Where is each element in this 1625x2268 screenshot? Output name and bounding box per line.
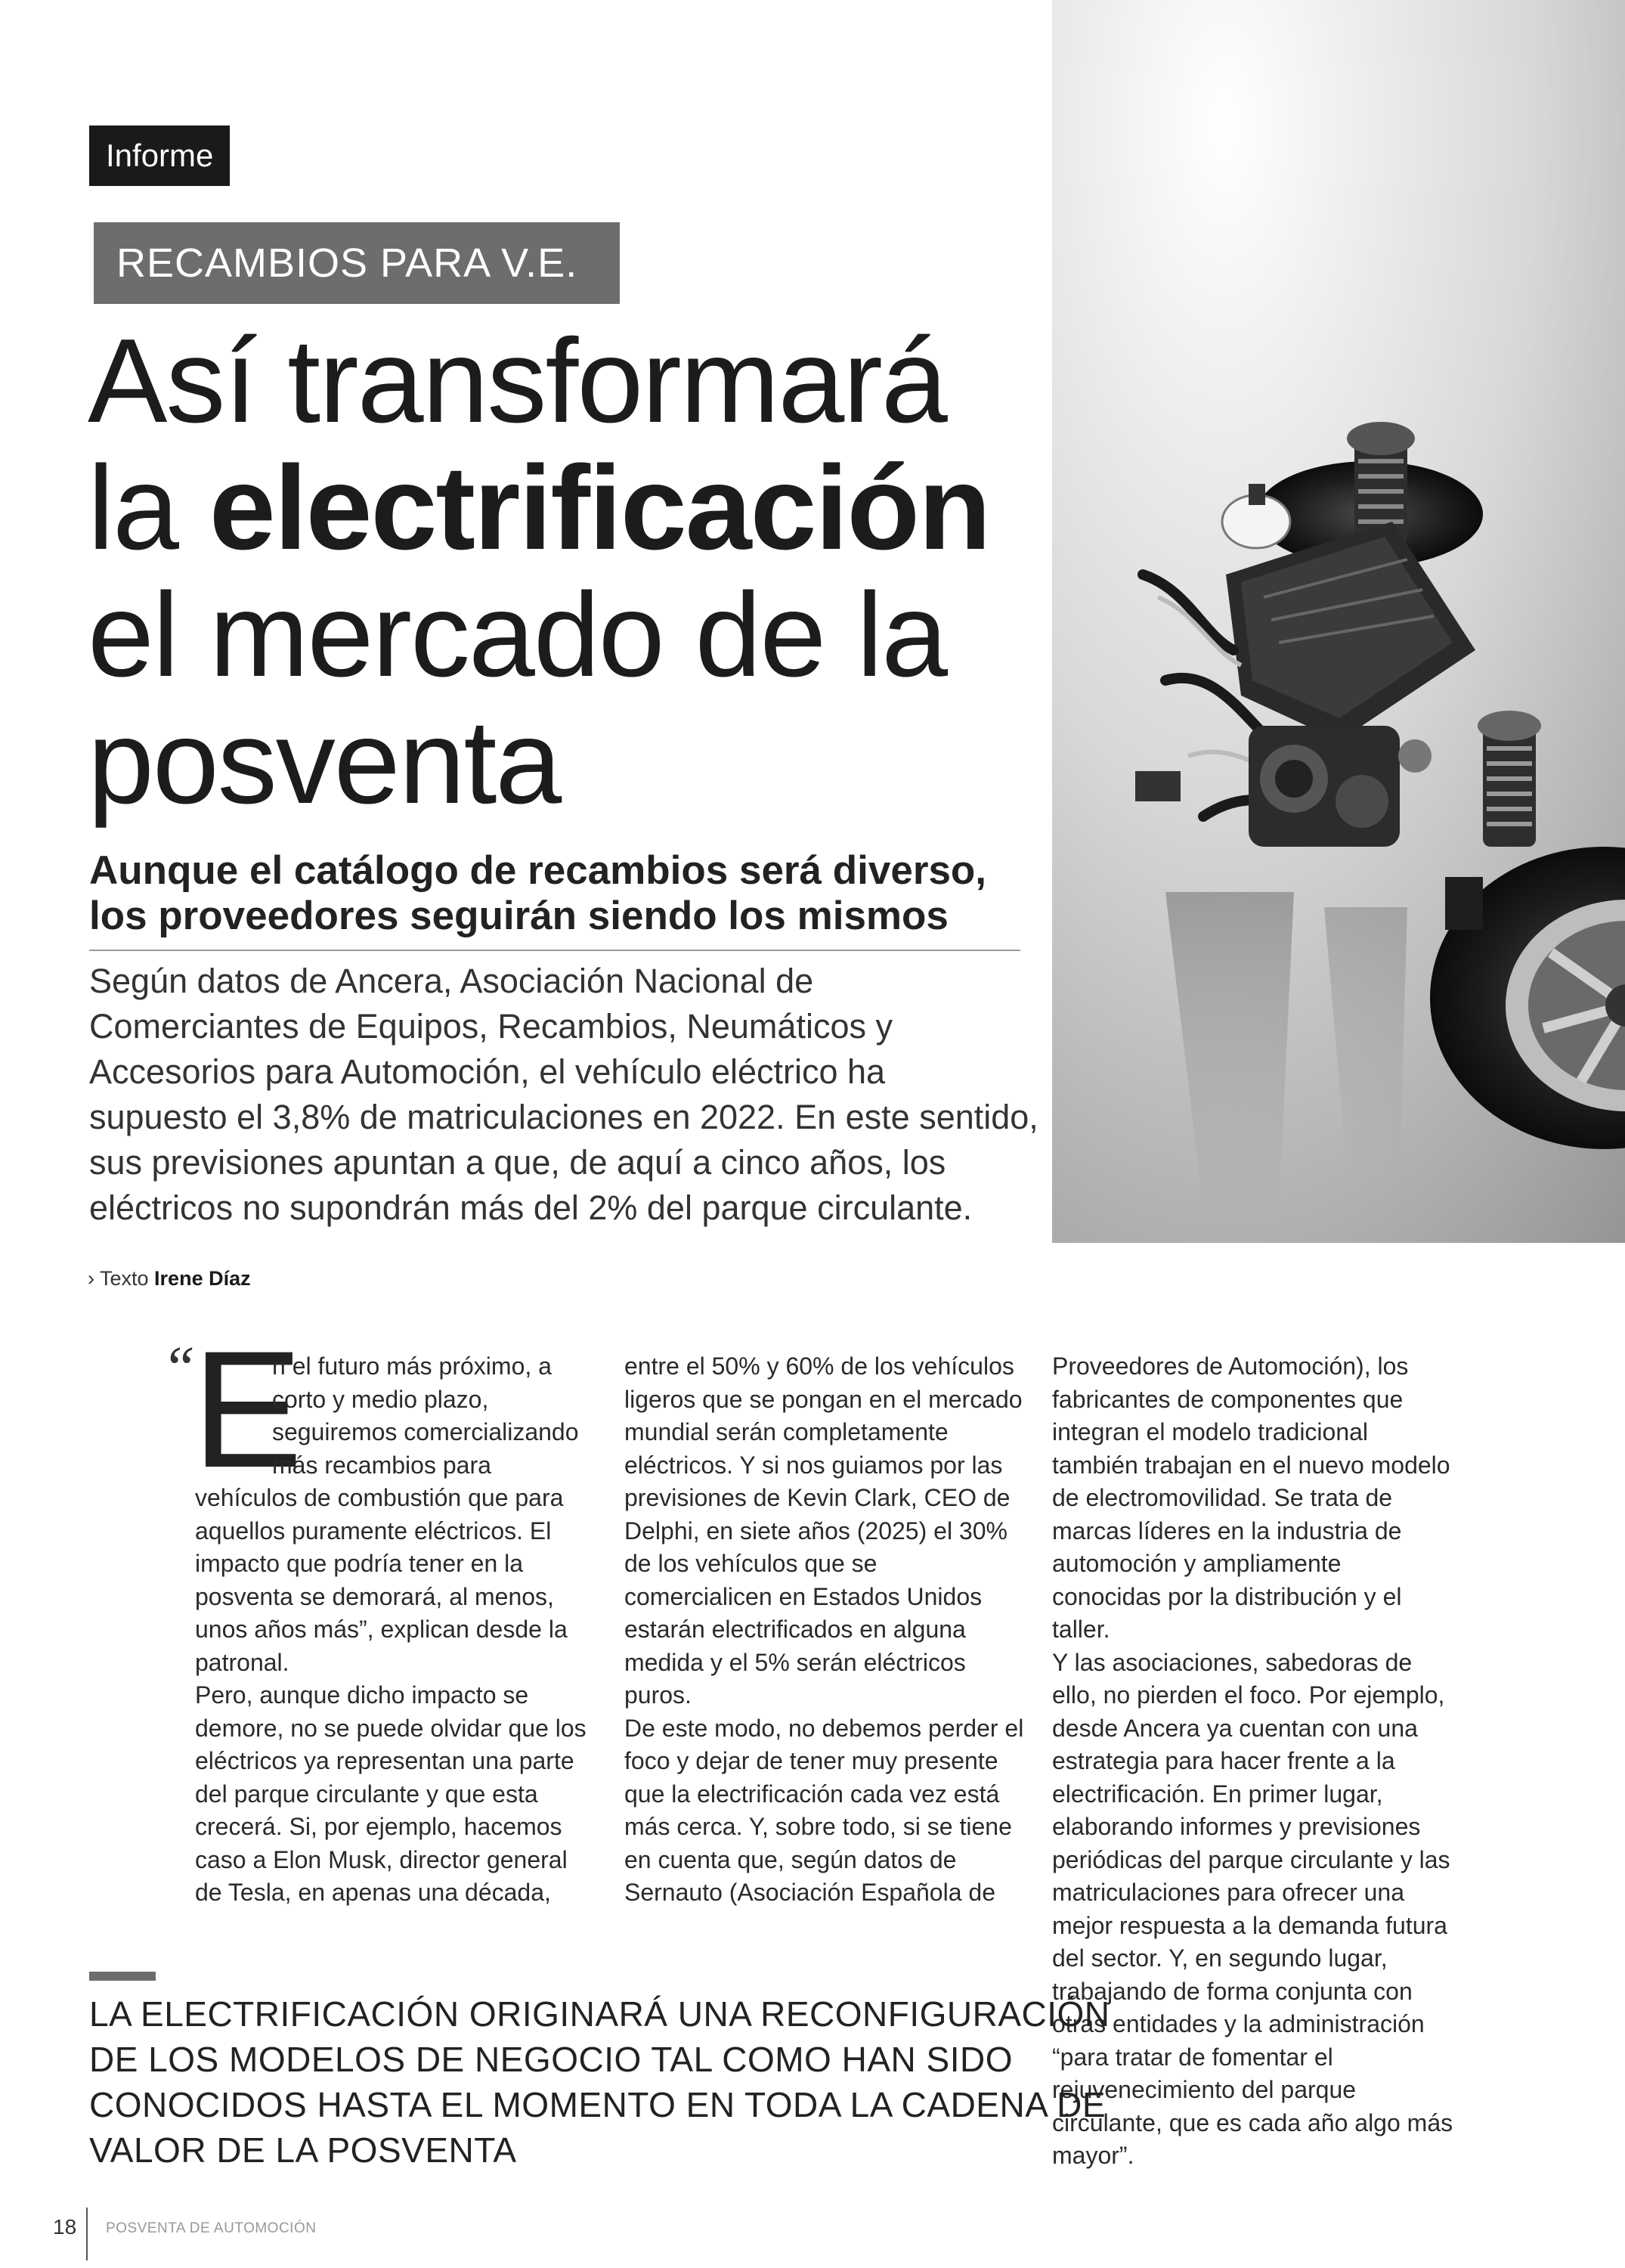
headline-emphasis: electrificación bbox=[209, 442, 990, 575]
body-column-1 bbox=[195, 1350, 596, 1910]
subheadline-line: Aunque el catálogo de recambios será diverso, bbox=[89, 848, 987, 893]
body-line: mayor”. bbox=[1052, 2142, 1134, 2169]
body-line: entre el 50% y 60% de los vehículos bbox=[624, 1352, 1014, 1380]
topic-tag: RECAMBIOS PARA V.E. bbox=[94, 222, 620, 304]
body-line: estrategia para hacer frente a la bbox=[1052, 1747, 1395, 1774]
body-line: de los vehículos que se bbox=[624, 1550, 878, 1577]
body-line: de Tesla, en apenas una década, bbox=[195, 1879, 551, 1906]
headline-text: la bbox=[88, 442, 209, 575]
body-line: circulante, que es cada año algo más bbox=[1052, 2108, 1453, 2136]
body-line: comercialicen en Estados Unidos bbox=[624, 1582, 983, 1610]
section-tag: Informe bbox=[89, 125, 230, 186]
body-line: taller. bbox=[1052, 1616, 1110, 1643]
body-line: conocidas por la distribución y el bbox=[1052, 1582, 1402, 1610]
body-line: ligeros que se pongan en el mercado bbox=[624, 1385, 1023, 1413]
body-line: del sector. Y, en segundo lugar, bbox=[1052, 1944, 1388, 1972]
body-line: trabajando de forma conjunta con bbox=[1052, 1977, 1413, 2005]
body-line: demore, no se puede olvidar que los bbox=[195, 1714, 587, 1742]
body-line: más recambios para bbox=[272, 1451, 491, 1479]
body-line: fabricantes de componentes que bbox=[1052, 1385, 1404, 1413]
body-line: crecerá. Si, por ejemplo, hacemos bbox=[195, 1813, 562, 1840]
article-subheadline bbox=[89, 848, 1026, 939]
ev-chassis-photo bbox=[1052, 0, 1625, 1243]
body-line: de electromovilidad. Se trata de bbox=[1052, 1484, 1393, 1511]
body-line: eléctricos ya representan una parte bbox=[195, 1747, 574, 1774]
body-line: foco y dejar de tener muy presente bbox=[624, 1747, 998, 1774]
body-line: caso a Elon Musk, director general bbox=[195, 1845, 568, 1873]
body-line: mejor respuesta a la demanda futura bbox=[1052, 1911, 1447, 1939]
byline-prefix: › Texto bbox=[88, 1267, 155, 1290]
pullquote-line: DE LOS MODELOS DE NEGOCIO TAL COMO HAN SIDO bbox=[89, 2040, 1013, 2079]
body-line: “para tratar de fomentar el bbox=[1052, 2043, 1333, 2071]
body-column-2 bbox=[624, 1350, 1032, 1910]
body-line: Proveedores de Automoción), los bbox=[1052, 1352, 1409, 1380]
body-line: otras entidades y la administración bbox=[1052, 2010, 1425, 2037]
body-line: periódicas del parque circulante y las bbox=[1052, 1845, 1450, 1873]
body-line: posventa se demorará, al menos, bbox=[195, 1582, 554, 1610]
lead-line: eléctricos no supondrán más del 2% del parque circulante. bbox=[89, 1188, 973, 1227]
body-line: del parque circulante y que esta bbox=[195, 1780, 538, 1808]
body-line: previsiones de Kevin Clark, CEO de bbox=[624, 1484, 1011, 1511]
article-headline bbox=[88, 314, 1040, 829]
body-line: más cerca. Y, sobre todo, si se tiene bbox=[624, 1813, 1012, 1840]
body-line: mundial serán completamente bbox=[624, 1418, 949, 1445]
drop-cap: E bbox=[192, 1316, 303, 1502]
pullquote-line: CONOCIDOS HASTA EL MOMENTO EN TODA LA CADENA DE bbox=[89, 2085, 1107, 2124]
lead-line: sus previsiones apuntan a que, de aquí a cinco años, los bbox=[89, 1143, 946, 1182]
body-line: estarán electrificados en alguna bbox=[624, 1616, 966, 1643]
byline bbox=[88, 1267, 251, 1290]
opening-quote-mark: “ bbox=[162, 1335, 196, 1402]
body-line: patronal. bbox=[195, 1648, 289, 1676]
body-line: medida y el 5% serán eléctricos bbox=[624, 1648, 966, 1676]
body-line: también trabajan en el nuevo modelo bbox=[1052, 1451, 1450, 1479]
body-line: De este modo, no debemos perder el bbox=[624, 1714, 1024, 1742]
body-line: corto y medio plazo, bbox=[272, 1385, 489, 1413]
body-line: n el futuro más próximo, a bbox=[272, 1352, 552, 1380]
body-line: ello, no pierden el foco. Por ejemplo, bbox=[1052, 1681, 1445, 1709]
body-line: vehículos de combustión que para bbox=[195, 1484, 564, 1511]
headline-line: posventa bbox=[88, 696, 561, 829]
body-line: desde Ancera ya cuentan con una bbox=[1052, 1714, 1418, 1742]
subheadline-divider bbox=[89, 950, 1020, 951]
body-line: unos años más”, explican desde la bbox=[195, 1616, 568, 1643]
body-line: que la electrificación cada vez está bbox=[624, 1780, 1000, 1808]
page-number: 18 bbox=[53, 2215, 77, 2239]
headline-line: el mercado de la bbox=[88, 569, 947, 702]
publication-name: POSVENTA DE AUTOMOCIÓN bbox=[106, 2220, 317, 2236]
lead-line: supuesto el 3,8% de matriculaciones en 2022. En este sentido, bbox=[89, 1098, 1038, 1136]
author-name: Irene Díaz bbox=[154, 1267, 251, 1290]
body-line: integran el modelo tradicional bbox=[1052, 1418, 1369, 1445]
body-line: impacto que podría tener en la bbox=[195, 1550, 524, 1577]
body-line: Y las asociaciones, sabedoras de bbox=[1052, 1648, 1413, 1676]
pullquote-line: VALOR DE LA POSVENTA bbox=[89, 2130, 517, 2170]
body-line: puros. bbox=[624, 1681, 692, 1709]
body-line: matriculaciones para ofrecer una bbox=[1052, 1879, 1405, 1906]
headline-line bbox=[88, 442, 1040, 575]
lead-line: Accesorios para Automoción, el vehículo eléctrico ha bbox=[89, 1052, 886, 1091]
body-column-3 bbox=[1052, 1350, 1460, 2173]
lead-line: Según datos de Ancera, Asociación Nacional de bbox=[89, 962, 814, 1000]
body-line: automoción y ampliamente bbox=[1052, 1550, 1342, 1577]
subheadline-line: los proveedores seguirán siendo los mismos bbox=[89, 894, 949, 938]
body-line: aquellos puramente eléctricos. El bbox=[195, 1517, 552, 1545]
body-line: Pero, aunque dicho impacto se bbox=[195, 1681, 529, 1709]
body-line: seguiremos comercializando bbox=[272, 1418, 579, 1445]
body-line: marcas líderes en la industria de bbox=[1052, 1517, 1402, 1545]
headline-line: Así transformará bbox=[88, 314, 946, 448]
lead-paragraph bbox=[89, 959, 1038, 1231]
lead-line: Comerciantes de Equipos, Recambios, Neumáticos y bbox=[89, 1007, 893, 1046]
pullquote-accent-bar bbox=[89, 1972, 156, 1981]
body-line: en cuenta que, según datos de bbox=[624, 1845, 957, 1873]
body-line: elaborando informes y previsiones bbox=[1052, 1813, 1421, 1840]
pullquote-line: LA ELECTRIFICACIÓN ORIGINARÁ UNA RECONFIGURACIÓN bbox=[89, 1994, 1110, 2034]
body-line: Delphi, en siete años (2025) el 30% bbox=[624, 1517, 1008, 1545]
footer-divider bbox=[86, 2208, 88, 2260]
body-line: Sernauto (Asociación Española de bbox=[624, 1879, 995, 1906]
body-line: electrificación. En primer lugar, bbox=[1052, 1780, 1383, 1808]
body-line: rejuvenecimiento del parque bbox=[1052, 2076, 1357, 2103]
body-line: eléctricos. Y si nos guiamos por las bbox=[624, 1451, 1003, 1479]
